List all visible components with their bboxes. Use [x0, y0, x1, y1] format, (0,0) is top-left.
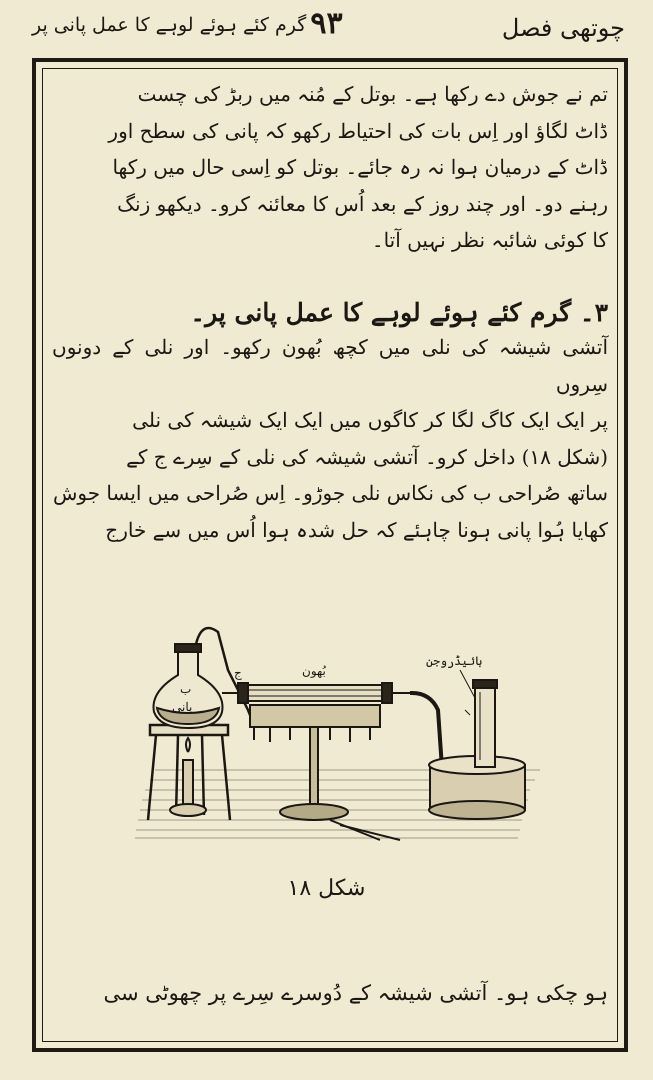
text-line: تم نے جوش دے رکھا ہے۔ بوتل کے مُنہ میں ربڑ کی چست — [137, 82, 608, 106]
paragraph-2 — [52, 329, 608, 548]
label-flask: ب — [180, 682, 192, 696]
paragraph-1 — [52, 76, 608, 259]
page-header — [18, 6, 635, 54]
text-line: کھایا ہُوا پانی ہونا چاہئے کہ حل شدہ ہوا اُس میں سے خارج — [105, 517, 608, 542]
page-number: ۹۳ — [310, 6, 343, 41]
label-hydrogen: ہائیڈروجن — [426, 654, 483, 668]
text-line: کا کوئی شائبہ نظر نہیں آتا۔ — [371, 228, 608, 252]
apparatus-illustration — [130, 600, 550, 845]
text-line: رہنے دو۔ اور چند روز کے بعد اُس کا معائنہ کرو۔ دیکھو زنگ — [117, 191, 608, 216]
label-iron-filings: بُھون — [302, 664, 326, 678]
text-line: ہو چکی ہو۔ آتشی شیشہ کے دُوسرے سِرے پر چھوٹی سی — [103, 981, 608, 1005]
text-line: (شکل ۱۸) داخل کرو۔ آتشی شیشہ کی نلی کے سِرے ج کے — [126, 444, 608, 469]
text-line: پر ایک ایک کاگ لگا کر کاگوں میں ایک ایک شیشہ کی نلی — [132, 408, 608, 432]
figure-caption: شکل ۱۸ — [287, 876, 366, 901]
section-heading: ۳۔ گرم کئے ہوئے لوہے کا عمل پانی پر۔ — [190, 298, 608, 327]
text-line: ساتھ صُراحی ب کی نکاس نلی جوڑو۔ اِس صُراحی میں ایسا جوش — [52, 481, 608, 505]
paragraph-3 — [52, 975, 608, 1012]
running-title: گرم کئے ہوئے لوہے کا عمل پانی پر — [32, 14, 307, 36]
text-line: ڈاٹ کے درمیان ہوا نہ رہ جائے۔ بوتل کو اِسی حال میں رکھا — [112, 155, 608, 179]
text-line: آتشی شیشہ کی نلی میں کچھ بُھون رکھو۔ اور نلی کے دونوں سِروں — [52, 335, 608, 396]
apparatus-figure — [130, 600, 550, 845]
label-water: پانی — [172, 700, 193, 714]
text-line: ڈاٹ لگاؤ اور اِس بات کی احتیاط رکھو کہ پانی کی سطح اور — [108, 118, 608, 143]
label-tube-end: ج — [234, 666, 242, 680]
chapter-title: چوتھی فصل — [501, 14, 625, 42]
